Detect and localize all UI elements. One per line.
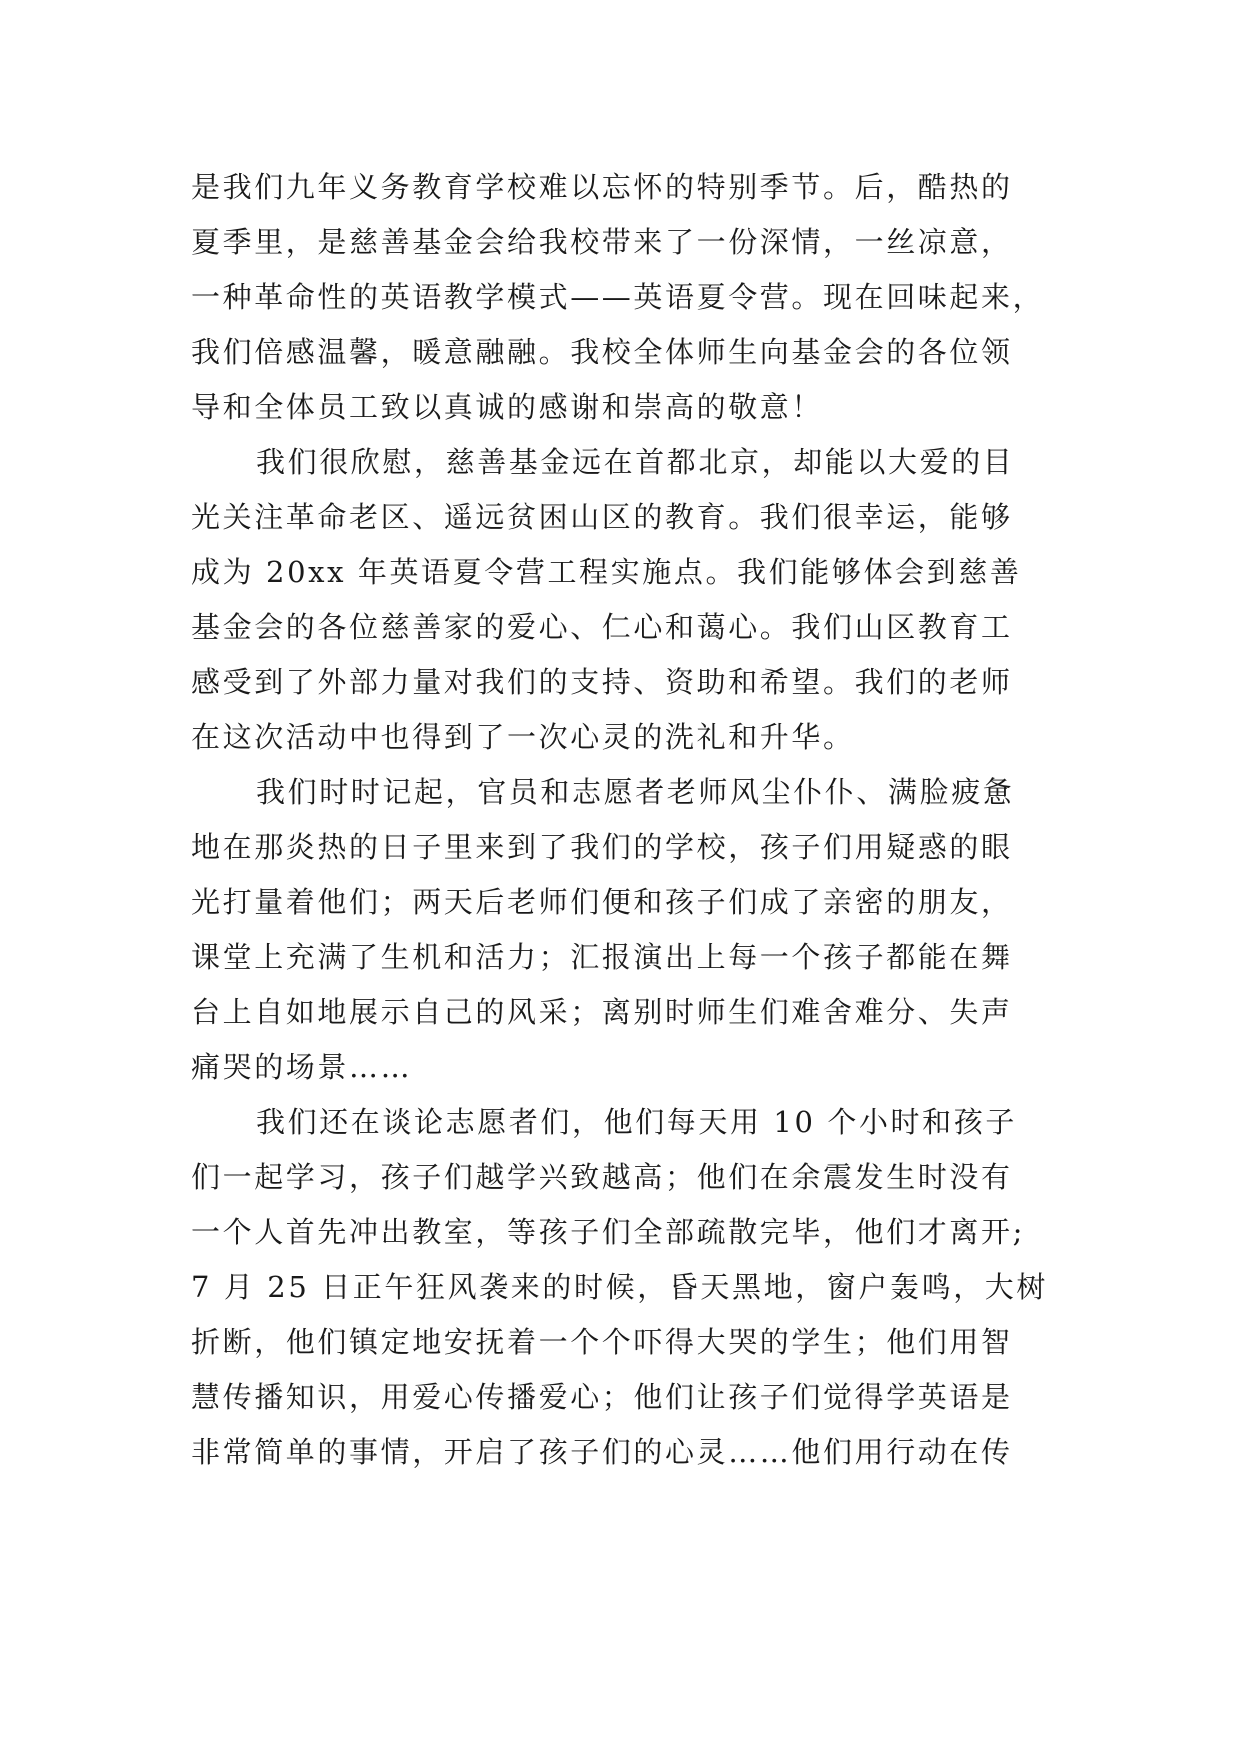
text-line: 慧传播知识，用爱心传播爱心；他们让孩子们觉得学英语是	[191, 1380, 1013, 1414]
text-line: 在这次活动中也得到了一次心灵的洗礼和升华。	[191, 720, 855, 754]
text-line: 是我们九年义务教育学校难以忘怀的特别季节。后，酷热的	[191, 170, 1013, 204]
paragraph-4	[191, 1095, 1091, 1480]
text-line: 课堂上充满了生机和活力；汇报演出上每一个孩子都能在舞	[191, 940, 1013, 974]
paragraph-2	[191, 435, 1091, 765]
text-line: 我们倍感温馨，暖意融融。我校全体师生向基金会的各位领	[191, 335, 1013, 369]
text-line: 我们还在谈论志愿者们，他们每天用 10 个小时和孩子	[256, 1105, 1017, 1139]
text-line: 一个人首先冲出教室，等孩子们全部疏散完毕，他们才离开;	[191, 1215, 1025, 1249]
text-line: 光打量着他们；两天后老师们便和孩子们成了亲密的朋友，	[191, 885, 1013, 919]
text-line: 痛哭的场景……	[191, 1050, 413, 1084]
text-line: 们一起学习，孩子们越学兴致越高；他们在余震发生时没有	[191, 1160, 1013, 1194]
text-line: 基金会的各位慈善家的爱心、仁心和蔼心。我们山区教育工	[191, 610, 1013, 644]
paragraph-3	[191, 765, 1091, 1095]
body-text	[191, 160, 1091, 1480]
text-line: 台上自如地展示自己的风采；离别时师生们难舍难分、失声	[191, 995, 1013, 1029]
text-line: 我们时时记起，官员和志愿者老师风尘仆仆、满脸疲惫	[256, 775, 1015, 809]
text-line: 夏季里，是慈善基金会给我校带来了一份深情，一丝凉意，	[191, 225, 1013, 259]
text-line: 非常简单的事情，开启了孩子们的心灵……他们用行动在传	[191, 1435, 1013, 1469]
text-line: 成为 20xx 年英语夏令营工程实施点。我们能够体会到慈善	[191, 555, 1022, 589]
text-line: 感受到了外部力量对我们的支持、资助和希望。我们的老师	[191, 665, 1013, 699]
text-line: 光关注革命老区、遥远贫困山区的教育。我们很幸运，能够	[191, 500, 1013, 534]
text-line: 地在那炎热的日子里来到了我们的学校，孩子们用疑惑的眼	[191, 830, 1013, 864]
text-line: 导和全体员工致以真诚的感谢和崇高的敬意！	[191, 390, 824, 424]
text-line: 7 月 25 日正午狂风袭来的时候，昏天黑地，窗户轰鸣，大树	[191, 1270, 1049, 1304]
text-line: 一种革命性的英语教学模式——英语夏令营。现在回味起来，	[191, 280, 1045, 314]
text-line: 折断，他们镇定地安抚着一个个吓得大哭的学生；他们用智	[191, 1325, 1013, 1359]
paragraph-1	[191, 160, 1091, 435]
text-line: 我们很欣慰，慈善基金远在首都北京，却能以大爱的目	[256, 445, 1015, 479]
